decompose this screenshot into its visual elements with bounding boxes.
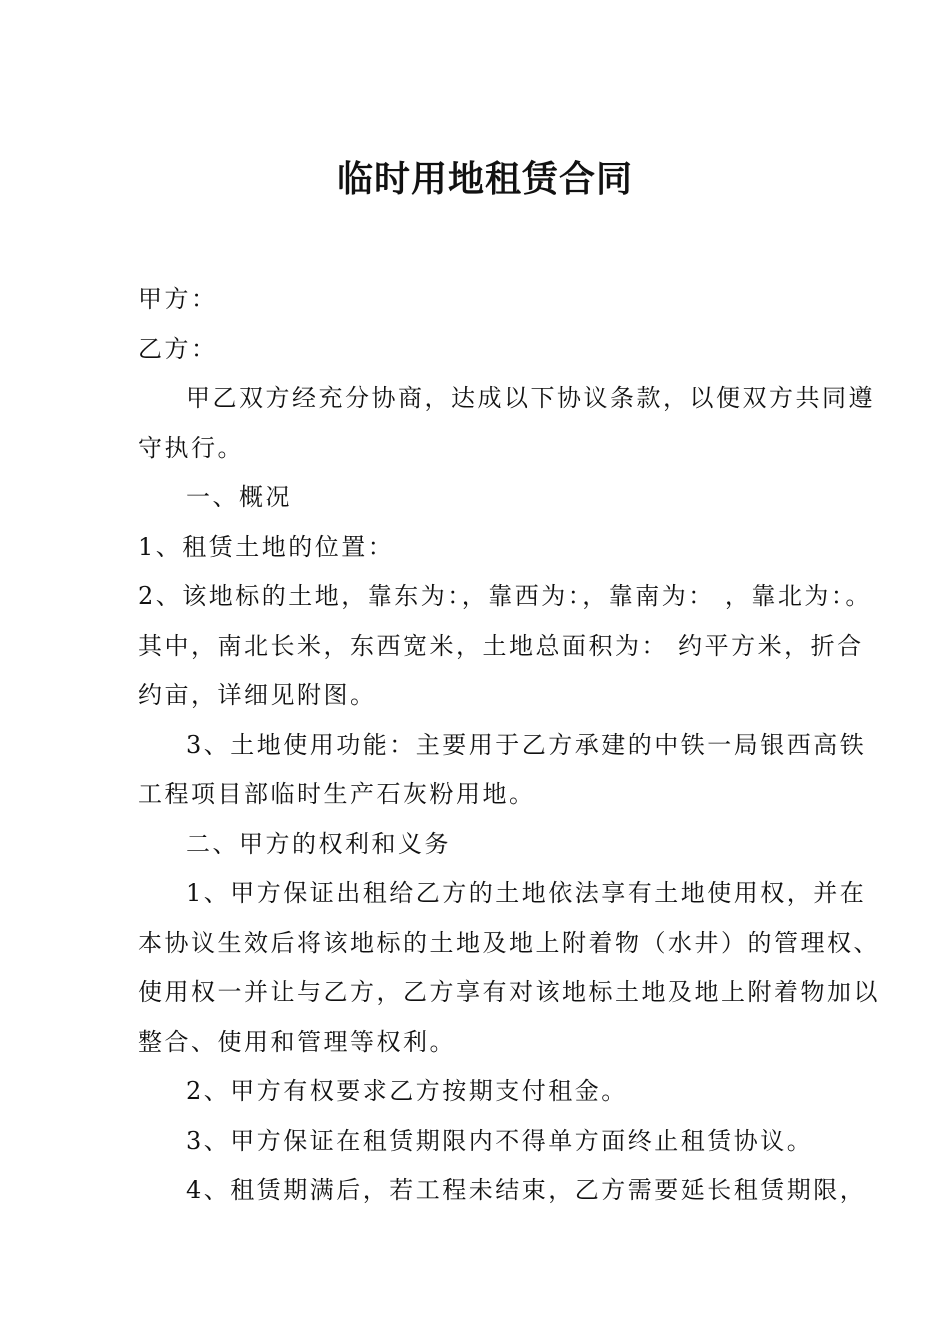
section-heading: 一、概况 [186,483,292,511]
clause-line: 本协议生效后将该地标的土地及地上附着物（水井）的管理权、 [138,928,880,957]
paragraph-line: 守执行。 [138,433,244,462]
clause-line: 1、甲方保证出租给乙方的土地依法享有土地使用权，并在 [186,879,867,907]
clause-line: 3、甲方保证在租赁期限内不得单方面终止租赁协议。 [186,1126,814,1155]
clause-line: 使用权一并让与乙方，乙方享有对该地标土地及地上附着物加以 [138,978,880,1006]
clause-line: 工程项目部临时生产石灰粉用地。 [138,780,536,808]
party-b-line: 乙方： [138,334,218,363]
clause-line: 其中，南北长米，东西宽米，土地总面积为： 约平方米，折合 [138,631,864,660]
party-a-line: 甲方： [138,285,218,313]
document-body [138,275,880,1216]
clause-line: 3、土地使用功能：主要用于乙方承建的中铁一局银西高铁 [186,730,867,759]
document-title: 临时用地租赁合同 [336,159,633,200]
clause-line: 约亩，详细见附图。 [138,681,377,709]
section-heading: 二、甲方的权利和义务 [186,829,451,858]
clause-line: 4、租赁期满后，若工程未结束，乙方需要延长租赁期限， [186,1176,867,1204]
clause-line: 1、租赁土地的位置： [138,532,395,561]
clause-line: 2、该地标的土地，靠东为：，靠西为：，靠南为： ，靠北为：。 [138,582,872,610]
clause-line: 2、甲方有权要求乙方按期支付租金。 [186,1077,628,1105]
paragraph-line: 甲乙双方经充分协商，达成以下协议条款，以便双方共同遵 [186,384,875,412]
clause-line: 整合、使用和管理等权利。 [138,1027,456,1056]
